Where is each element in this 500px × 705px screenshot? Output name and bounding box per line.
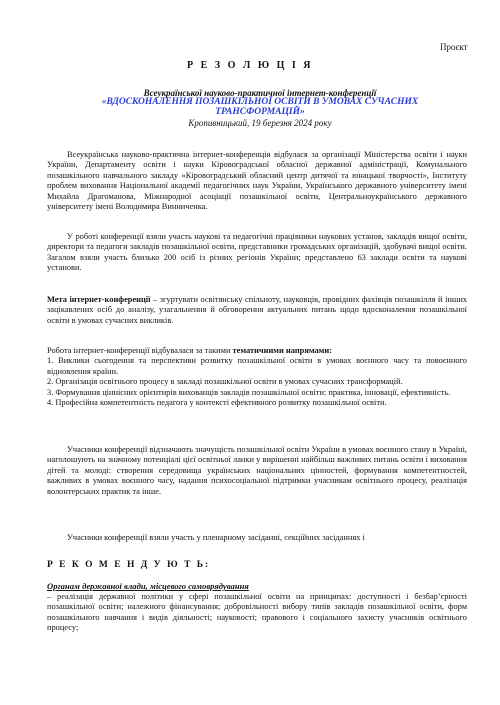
plenary-paragraph: Учасники конференції взяли участь у пленарному засіданні, секційних засіданнях і xyxy=(67,533,365,542)
draft-label: Проєкт xyxy=(440,42,468,52)
goal-paragraph xyxy=(47,295,467,326)
direction-item-4: 4. Професійна компетентність педагога у контексті ефективного розвитку позашкільної освіти. xyxy=(47,398,387,408)
participants-paragraph: У роботі конференції взяли участь наукові та педагогічні працівники наукових установ, закладів вищої освіти, директори та педагоги закладів позашкільної освіти, представники громадських організацій, здобувачі вищої освіти. Загалом взяли участь близько 200 осіб із різних регіонів України; представлено 63 заклади освіти та наукові установи. xyxy=(47,232,467,273)
authority-heading: Органам державної влади, місцевого самоврядування xyxy=(47,581,249,591)
direction-item-2: 2. Організація освітнього процесу в закладі позашкільної освіти в умовах сучасних трансформацій. xyxy=(47,377,403,387)
conference-type: Всеукраїнської науково-практичної інтернет-конференції xyxy=(143,88,377,98)
goal-label: Мета інтернет-конференції xyxy=(47,295,151,304)
document-title: Р Е З О Л Ю Ц І Я xyxy=(187,60,313,71)
place-date: Кропивницький, 19 березня 2024 року xyxy=(188,118,332,128)
significance-paragraph: Учасники конференції відзначають значущість позашкільної освіти України в умовах воєнного стану в Україні, наголошують на значному потенціалі цієї освітньої ланки у вирішенні найбільш важливих питань освіти і виховання дітей та молоді: створення середовища українських національних цінностей, формування компетентностей, важливих в умовах воєнного часу, надання психосоціальної підтримки учасникам освітнього процесу, реалізація волонтерських практик та інше. xyxy=(47,445,467,496)
directions-label: тематичними напрямами: xyxy=(232,346,333,355)
direction-item-3: 3. Формування ціннісних орієнтирів вихованців закладів позашкільної освіти: практика, інновації, ефективність. xyxy=(47,387,451,397)
authority-paragraph: – реалізація державної політики у сфері позашкільної освіти на принципах: доступності і безбар’єрності позашкільної освіти; належного фінансування; добровільності вибору типів закладів позашкільної освіти, форм позашкільного навчання і видів діяльності; науковості; правового і соціального захисту учасників освітнього процесу; xyxy=(47,592,467,633)
intro-paragraph: Всеукраїнська науково-практична інтернет-конференція відбулася за організації Міністерства освіти і науки України, Департаменту освіти і науки Кіровоградської обласної державної адміністрації, Комунального позашкільного навчального закладу «Кіровоградський обласний центр дитячої та юнацької творчості», Інституту проблем виховання Національної академії педагогічних наук України, Українського державного університету імені Михайла Драгоманова, Міжнародної асоціації позашкільної освіти, Центральноукраїнського державного університету імені Володимира Винниченка. xyxy=(47,150,467,212)
directions-intro xyxy=(47,346,467,356)
directions-intro-text: Робота інтернет-конференції відбувалася за такими xyxy=(47,346,233,355)
direction-item-1: 1. Виклики сьогодення та перспективи розвитку позашкільної освіти в умовах воєнного часу та повоєнного відновлення країни. xyxy=(47,356,467,376)
recommendations-heading: Р Е К О М Е Н Д У Ю Т Ь: xyxy=(47,560,211,570)
conference-title: «ВДОСКОНАЛЕННЯ ПОЗАШКІЛЬНОЇ ОСВІТИ В УМОВАХ СУЧАСНИХ ТРАНСФОРМАЦІЙ» xyxy=(101,97,419,117)
directions-block xyxy=(47,346,467,408)
goal-text: – згуртувати освітянську спільноту, науковців, провідних фахівців позашкілля й інших зацікавлених осіб до аналізу, узагальнення й обговорення актуальних питань щодо вдосконалення позашкільної освіти в умовах сучасних викликів. xyxy=(47,295,467,325)
